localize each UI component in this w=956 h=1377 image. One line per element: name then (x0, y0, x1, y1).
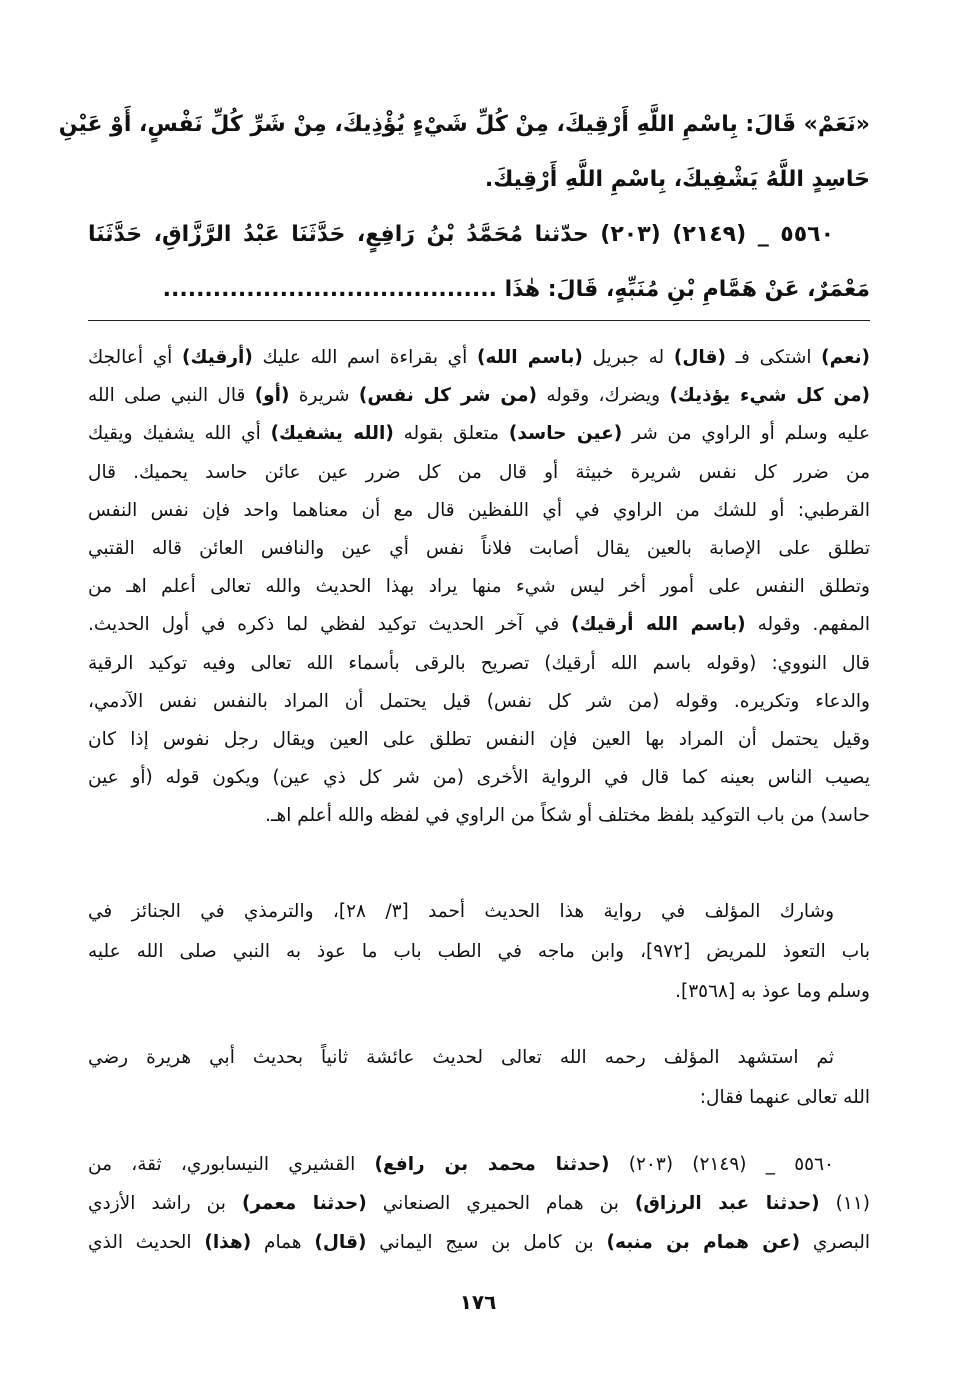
text-segment: وسلم وما عوذ به [٣٥٦٨]. (675, 981, 870, 1002)
text-segment: اشتكى فـ (725, 347, 822, 368)
bold-quote: (أرقيك) (182, 347, 253, 368)
bold-quote: (باسم الله) (477, 347, 583, 368)
text-segment: بن كامل بن سيج اليماني (366, 1232, 607, 1253)
text-line (88, 1078, 870, 1118)
text-line (88, 492, 870, 530)
text-segment: من ضرر كل نفس شريرة خبيثة أو قال من كل ضرر عين عائن حاسد يحميك. قال (88, 461, 870, 483)
text-segment: القشيري النيسابوري، ثقة، من (88, 1154, 375, 1175)
text-segment: المفهم. وقوله (745, 614, 871, 636)
bold-quote: (حدثنا معمر) (241, 1193, 367, 1214)
bold-quote: (باسم الله أرقيك) (571, 614, 746, 636)
text-segment: مَعْمَرٌ، عَنْ هَمَّامِ بْنِ مُنَبِّهٍ، قَالَ: هٰذَا ........................................ (162, 277, 870, 302)
text-segment: بن راشد الأزدي (88, 1193, 242, 1214)
text-segment: ثم استشهد المؤلف رحمه الله تعالى لحديث عائشة ثانياً بحديث أبي هريرة رضي (88, 1047, 834, 1068)
text-segment: همام (251, 1232, 315, 1253)
text-segment: له جبريل (582, 347, 674, 368)
hadith-text (58, 97, 870, 317)
text-segment: بن همام الحميري الصنعاني (366, 1193, 635, 1214)
text-line (88, 606, 870, 644)
bold-quote: (أو) (254, 385, 290, 407)
bold-quote: (نعم) (821, 347, 870, 368)
bold-quote: (هذا) (204, 1232, 252, 1253)
text-line (88, 972, 870, 1012)
text-line (88, 1223, 870, 1262)
text-segment: القرطبي: أو للشك من الراوي في أي اللفظين قال مع أن معناهما واحد فإن نفس النفس (88, 499, 870, 521)
page-number: ١٧٦ (459, 1290, 497, 1314)
transition-paragraph (88, 1038, 870, 1118)
text-segment: ويضرك، وقوله (537, 385, 670, 407)
text-segment: متعلق بقوله (393, 423, 509, 445)
text-segment: حاسد) من باب التوكيد بلفظ مختلف أو شكاً من الراوي في لفظه والله أعلم اهـ. (265, 805, 870, 827)
references-paragraph (88, 892, 870, 1012)
bold-quote: (حدثنا عبد الرزاق) (634, 1193, 820, 1214)
text-line (88, 932, 870, 972)
text-line (88, 152, 870, 207)
text-segment: تطلق على الإصابة بالعين يقال أصابت فلاناً نفس أي عين والنافس العائن قاله القتبي (88, 537, 870, 559)
bold-quote: (عن همام بن منبه) (606, 1232, 801, 1253)
isnad-commentary (88, 1145, 870, 1262)
bold-quote: (من كل شيء يؤذيك) (669, 385, 870, 407)
text-line (88, 415, 870, 453)
text-line (88, 892, 870, 932)
text-segment: الحديث الذي (88, 1232, 205, 1253)
footnote-divider (88, 320, 870, 321)
bold-quote: (قال) (673, 347, 726, 368)
text-segment: في آخر الحديث توكيد لفظي لما ذكره في أول الحديث. (88, 614, 572, 636)
text-line (88, 530, 870, 568)
text-line (88, 1038, 870, 1078)
text-segment: (١١) (819, 1193, 870, 1214)
bold-quote: (من شر كل نفس) (358, 385, 537, 407)
text-line (88, 1145, 870, 1184)
text-line (88, 1184, 870, 1223)
text-segment: قال النبي صلى الله (88, 385, 255, 407)
text-line (88, 683, 870, 721)
text-segment: أي أعالجك (88, 347, 183, 368)
text-segment: وشارك المؤلف في رواية هذا الحديث أحمد [٣/ ٢٨]، والترمذي في الجنائز في (88, 901, 835, 922)
text-segment: وقيل يحتمل أن المراد بها العين فإن النفس تطلق على العين ويقال رجل نفوس إذا كان (88, 728, 870, 750)
text-segment: عليه وسلم أو الراوي من شر (622, 423, 870, 445)
text-line (88, 645, 870, 683)
text-segment: قال النووي: (وقوله باسم الله أرقيك) تصريح بالرقى بأسماء الله تعالى وفيه توكيد الرقية (88, 652, 870, 674)
text-segment: «نَعَمْ» قَالَ: بِاسْمِ اللَّهِ أَرْقِيكَ، مِنْ كُلِّ شَيْءٍ يُؤْذِيكَ، مِنْ شَرِّ كُلِّ نَفْسٍ، أَوْ عَيْنِ (58, 112, 870, 137)
bold-quote: (حدثنا محمد بن رافع) (374, 1154, 610, 1175)
text-segment: حَاسِدٍ اللَّهُ يَشْفِيكَ، بِاسْمِ اللَّهِ أَرْقِيكَ. (484, 167, 870, 192)
text-line (88, 454, 870, 492)
text-line (88, 568, 870, 606)
text-segment: وتطلق النفس على أمور أخر ليس شيء منها يراد بهذا الحديث والله تعالى أعلم اهـ من (88, 576, 870, 598)
text-segment: ٥٥٦٠ _ (٢١٤٩) (٢٠٣) (609, 1154, 834, 1175)
text-segment: ٥٥٦٠ _ (٢١٤٩) (٢٠٣) حدّثنا مُحَمَّدُ بْنُ رَافِعٍ، حَدَّثَنَا عَبْدُ الرَّزَّاقِ، حَدَّثَنَا (88, 222, 835, 247)
text-segment: أي الله يشفيك ويقيك (88, 423, 271, 445)
text-line (88, 262, 870, 317)
text-segment: أي بقراءة اسم الله عليك (252, 347, 478, 368)
text-segment: البصري (800, 1232, 870, 1253)
text-segment: شريرة (289, 385, 359, 407)
text-segment: الله تعالى عنهما فقال: (699, 1087, 870, 1108)
text-line (88, 759, 870, 797)
text-line (88, 339, 870, 377)
text-line (88, 721, 870, 759)
bold-quote: (عين حاسد) (508, 423, 623, 445)
bold-quote: (قال) (314, 1232, 367, 1253)
text-segment: باب التعوذ للمريض [٩٧٢]، وابن ماجه في الطب باب ما عوذ به النبي صلى الله عليه (88, 941, 870, 962)
text-line (88, 797, 870, 835)
commentary (88, 339, 870, 835)
text-line (88, 377, 870, 415)
text-segment: والدعاء وتكريره. وقوله (من شر كل نفس) قيل يحتمل أن المراد بالنفس نفس الآدمي، (88, 690, 870, 712)
text-line (88, 207, 870, 262)
text-segment: يصيب الناس بعينه كما قال في الرواية الأخرى (من شر كل ذي عين) ويكون قوله (أو عين (88, 767, 870, 789)
text-line (58, 97, 870, 152)
bold-quote: (الله يشفيك) (270, 423, 394, 445)
